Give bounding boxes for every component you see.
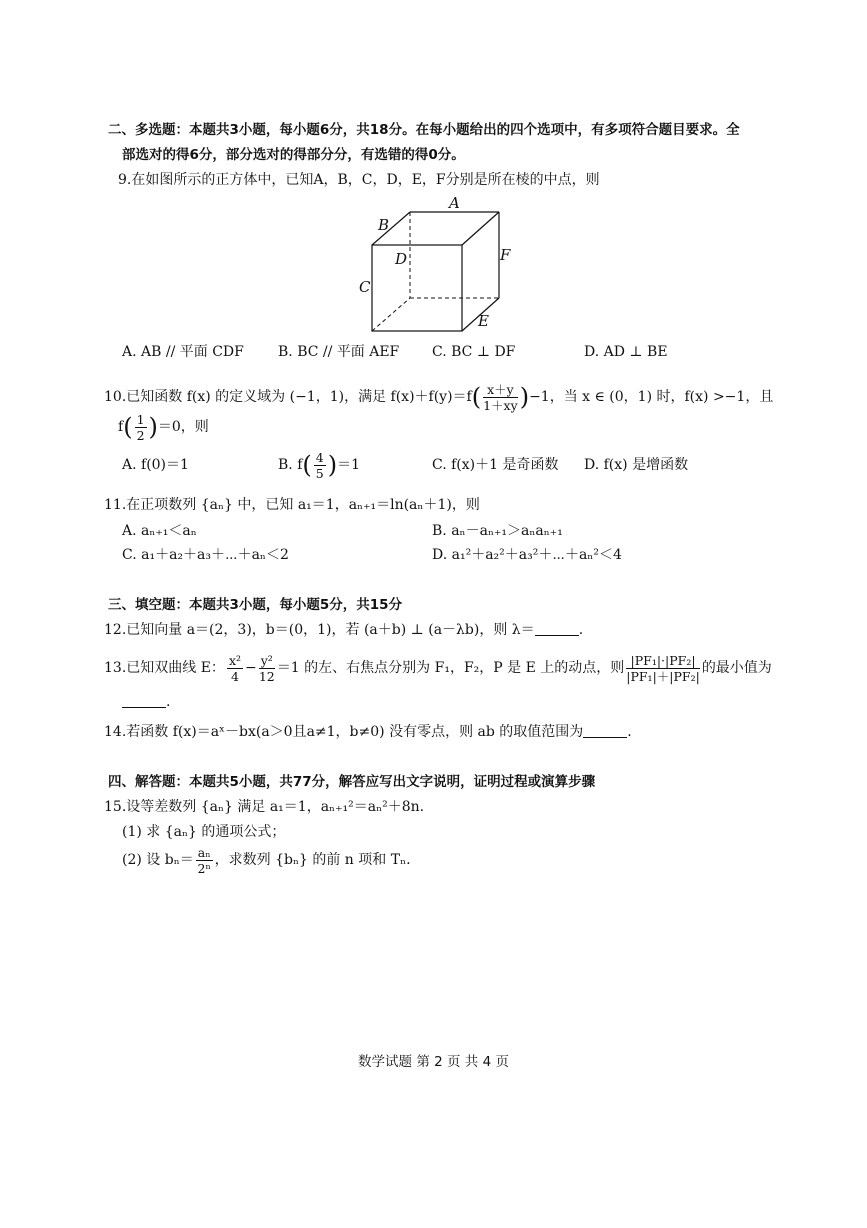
cube-front-face	[372, 245, 462, 331]
q13-stem-line	[104, 650, 772, 686]
q10-paren-close: )	[519, 383, 530, 411]
cube-label-f: F	[500, 246, 511, 264]
q10-option-b-numerator: 4	[315, 449, 324, 465]
q9-option-a: A. AB // 平面 CDF	[122, 344, 244, 360]
q15-part1: (1) 求 {aₙ} 的通项公式；	[122, 824, 286, 840]
q11-stem: 11.在正项数列 {aₙ} 中，已知 a₁＝1，aₙ₊₁＝ln(aₙ＋1)，则	[104, 497, 480, 513]
q13-fraction-pf-numerator: |PF₁|·|PF₂|	[626, 653, 700, 669]
q10-stem-part-a: 10.已知函数 f(x) 的定义域为 (−1，1)，满足 f(x)＋f(y)＝f	[104, 389, 472, 405]
q14-end: .	[627, 724, 632, 740]
q10-option-b-part-b: ＝1	[337, 457, 360, 473]
q10-half-numerator: 1	[136, 411, 145, 427]
q10-option-b-fraction	[314, 450, 326, 481]
q13-fraction-pf-denominator: |PF₁|＋|PF₂|	[626, 668, 700, 684]
q9-option-d: D. AD ⊥ BE	[584, 344, 668, 360]
q15-part2-line	[122, 842, 411, 878]
q13-fraction-x	[227, 653, 243, 684]
q10-stem2-part-b: ＝0，则	[157, 419, 209, 435]
q10-option-d: D. f(x) 是增函数	[584, 457, 689, 473]
q11-option-a: A. aₙ₊₁＜aₙ	[122, 523, 197, 539]
q13-fraction-y-numerator: y²	[260, 652, 273, 668]
q10-fraction-numerator: x＋y	[483, 382, 518, 398]
cube-label-e: E	[478, 312, 489, 330]
q10-option-b-denominator: 5	[315, 465, 324, 481]
q13-stem-part-b: ＝1 的左、右焦点分别为 F₁，F₂，P 是 E 上的动点，则	[276, 660, 625, 676]
q12-stem: 12.已知向量 a＝(2，3)，b＝(0，1)，若 (a＋b) ⊥ (a－λb)，则 λ＝	[104, 622, 535, 638]
cube-figure	[350, 192, 530, 337]
q10-half-fraction	[135, 412, 147, 443]
q10-fraction	[483, 382, 518, 413]
q10-half-paren-close: )	[148, 413, 158, 441]
q9-option-b: B. BC // 平面 AEF	[278, 344, 400, 360]
section2-header-line2: 部选对的得6分，部分选对的得部分分，有选错的得0分。	[122, 147, 465, 163]
q13-stem-part-c: 的最小值为	[701, 660, 772, 676]
q13-answer-blank	[122, 693, 166, 708]
q10-option-b-paren-close: )	[327, 451, 338, 479]
q15-fraction-denominator: 2ⁿ	[197, 860, 211, 876]
q13-fraction-y-denominator: 12	[258, 668, 275, 684]
q12-stem-line	[104, 620, 583, 640]
q10-half-denominator: 2	[136, 427, 145, 443]
q13-fraction-pf	[626, 653, 700, 684]
cube-hidden-diagonal-edge	[372, 298, 410, 331]
q9-stem: 9.在如图所示的正方体中，已知A，B，C，D，E，F分别是所在棱的中点，则	[118, 172, 600, 188]
q15-fraction	[196, 845, 213, 876]
q13-minus: −	[245, 660, 257, 676]
q10-option-b	[278, 448, 360, 482]
cube-label-c: C	[359, 278, 371, 296]
q10-option-c: C. f(x)＋1 是奇函数	[432, 457, 559, 473]
q10-stem-line1	[104, 380, 773, 414]
section2-header-line1: 二、多选题：本题共3小题，每小题6分，共18分。在每小题给出的四个选项中，有多项符合题目要求。全	[108, 122, 740, 138]
q10-stem-part-b: −1，当 x ∈ (0，1) 时，f(x) >−1，且	[529, 389, 774, 405]
q15-part2-a: (2) 设 bₙ＝	[122, 852, 194, 868]
q11-option-b: B. aₙ－aₙ₊₁＞aₙaₙ₊₁	[432, 523, 563, 539]
q11-option-c: C. a₁＋a₂＋a₃＋⋯＋aₙ＜2	[122, 547, 289, 563]
section3-header: 三、填空题：本题共3小题，每小题5分，共15分	[108, 597, 403, 613]
section4-header: 四、解答题：本题共5小题，共77分，解答应写出文字说明，证明过程或演算步骤	[108, 774, 596, 790]
q10-option-b-paren-open: (	[302, 451, 312, 479]
q10-stem-line2	[118, 410, 209, 444]
q13-fraction-x-numerator: x²	[228, 652, 241, 668]
q12-answer-blank	[535, 621, 579, 636]
cube-label-b: B	[378, 216, 390, 234]
q13-stem-part-a: 13.已知双曲线 E：	[104, 660, 225, 676]
q10-option-b-part-a: B. f	[278, 457, 303, 473]
cube-label-d: D	[395, 250, 408, 268]
cube-top-right-edge	[462, 212, 499, 245]
q12-end: .	[578, 622, 584, 638]
q13-fraction-y	[259, 653, 275, 684]
q14-stem: 14.若函数 f(x)＝aˣ－bx(a＞0且a≠1，b≠0) 没有零点，则 ab 的取值范围为	[104, 724, 584, 740]
q10-half-paren-open: (	[123, 413, 133, 441]
q15-fraction-numerator: aₙ	[197, 844, 211, 860]
q13-answer-line	[122, 692, 170, 712]
q14-answer-blank	[583, 723, 627, 738]
q11-option-d: D. a₁²＋a₂²＋a₃²＋⋯＋aₙ²＜4	[432, 547, 622, 563]
page-footer: 数学试题 第 2 页 共 4 页	[358, 1054, 509, 1070]
q10-fraction-denominator: 1＋xy	[483, 397, 518, 413]
q13-fraction-x-denominator: 4	[230, 668, 239, 684]
q10-paren-open: (	[471, 383, 482, 411]
q15-part2-b: ，求数列 {bₙ} 的前 n 项和 Tₙ.	[214, 852, 411, 868]
q10-stem2-part-a: f	[118, 419, 124, 435]
q15-stem: 15.设等差数列 {aₙ} 满足 a₁＝1，aₙ₊₁²＝aₙ²＋8n.	[104, 799, 425, 815]
cube-label-a: A	[449, 194, 460, 212]
q9-option-c: C. BC ⊥ DF	[432, 344, 516, 360]
q13-end: .	[166, 694, 171, 710]
q10-option-a: A. f(0)＝1	[122, 457, 189, 473]
q14-stem-line	[104, 722, 632, 742]
